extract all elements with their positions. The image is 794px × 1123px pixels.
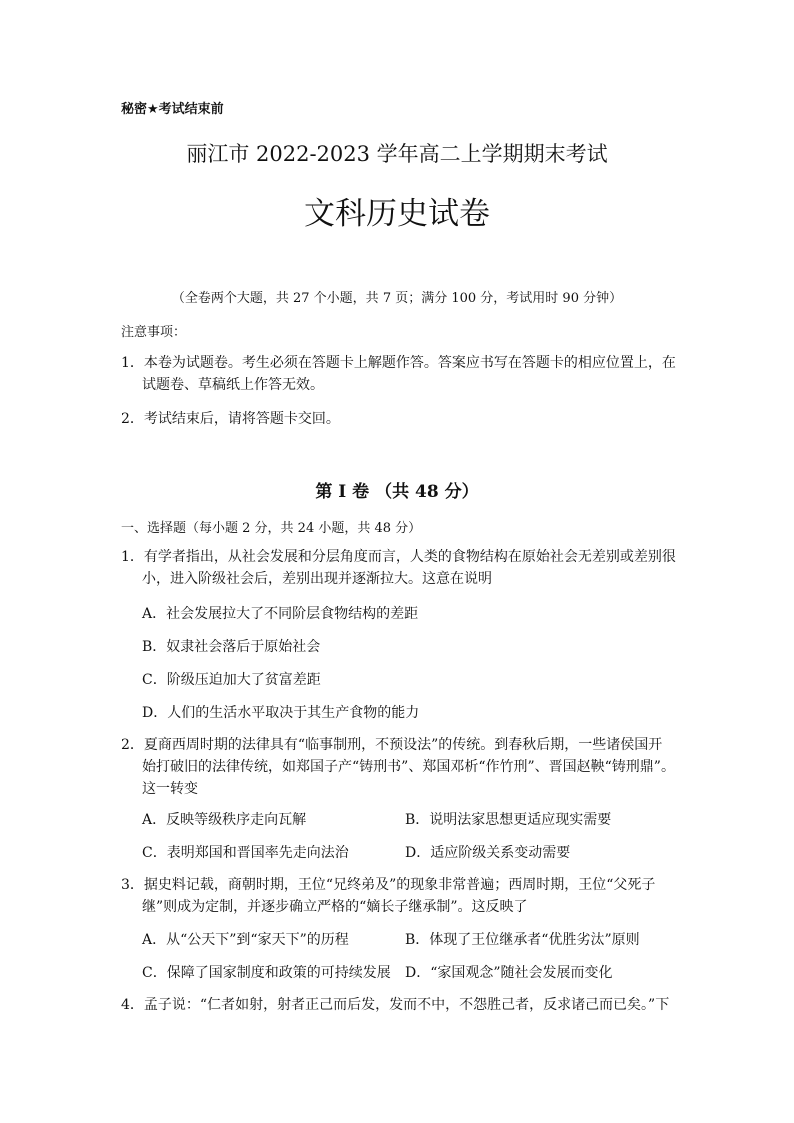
notice-item-1: [121, 352, 676, 396]
question-1-option-a: A．社会发展拉大了不同阶层食物结构的差距: [142, 606, 419, 622]
notice-item-2: [121, 408, 340, 430]
question-2-option-b: B．说明法家思想更适应现实需要: [405, 812, 612, 828]
question-1-option-d: D．人们的生活水平取决于其生产食物的能力: [142, 705, 420, 721]
question-1-option-b: B．奴隶社会落后于原始社会: [142, 639, 321, 655]
exam-info: （全卷两个大题，共 27 个小题，共 7 页；满分 100 分，考试用时 90 分钟）: [171, 291, 623, 306]
subject-title: 文科历史试卷: [304, 196, 490, 232]
notice-item-1-line-2: 试题卷、草稿纸上作答无效。: [142, 377, 324, 393]
question-3-option-b: B．体现了王位继承者“优胜劣汰”原则: [405, 932, 640, 948]
question-3: [121, 874, 655, 918]
question-1-option-c: C．阶级压迫加大了贫富差距: [142, 672, 321, 688]
notice-item-1-line-1: 1．本卷为试题卷。考生必须在答题卡上解题作答。答案应书写在答题卡的相应位置上，在: [121, 355, 676, 371]
question-3-line-2: 继”则成为定制，并逐步确立严格的“嫡长子继承制”。这反映了: [142, 899, 528, 915]
section-heading: 一、选择题（每小题 2 分，共 24 小题，共 48 分）: [121, 521, 422, 536]
question-3-line-1: 3．据史料记载，商朝时期，王位“兄终弟及”的现象非常普遍；西周时期，王位“父死子: [121, 877, 656, 893]
question-3-option-d: D．“家国观念”随社会发展而变化: [405, 965, 613, 981]
question-2-option-a: A．反映等级秩序走向瓦解: [142, 812, 307, 828]
question-2: [121, 734, 675, 800]
question-1: [121, 546, 676, 590]
notice-heading: 注意事项：: [121, 325, 187, 340]
part-title: 第 I 卷 （共 48 分）: [315, 482, 479, 502]
question-2-option-d: D．适应阶级关系变动需要: [405, 845, 571, 861]
question-3-option-a: A．从“公天下”到“家天下”的历程: [142, 932, 349, 948]
question-2-line-1: 2．夏商西周时期的法律具有“临事制刑，不预设法”的传统。到春秋后期，一些诸侯国开: [121, 737, 663, 753]
question-1-line-2: 小，进入阶级社会后，差别出现并逐渐拉大。这意在说明: [142, 571, 492, 587]
confidential-label: 秘密★考试结束前: [121, 102, 224, 117]
notice-item-2-line-1: 2．考试结束后，请将答题卡交回。: [121, 411, 340, 427]
question-2-option-c: C．表明郑国和晋国率先走向法治: [142, 845, 349, 861]
exam-title: 丽江市 2022-2023 学年高二上学期期末考试: [186, 142, 608, 166]
question-3-option-c: C．保障了国家制度和政策的可持续发展: [142, 965, 391, 981]
question-2-line-2: 始打破旧的法律传统，如郑国子产“铸刑书”、郑国邓析“作竹刑”、晋国赵鞅“铸刑鼎”。: [142, 759, 675, 775]
question-2-line-3: 这一转变: [142, 781, 198, 797]
question-4: [121, 994, 669, 1016]
question-4-line-1: 4．孟子说：“仁者如射，射者正己而后发，发而不中，不怨胜己者，反求诸己而已矣。”下: [121, 997, 670, 1013]
question-1-line-1: 1．有学者指出，从社会发展和分层角度而言，人类的食物结构在原始社会无差别或差别很: [121, 549, 676, 565]
